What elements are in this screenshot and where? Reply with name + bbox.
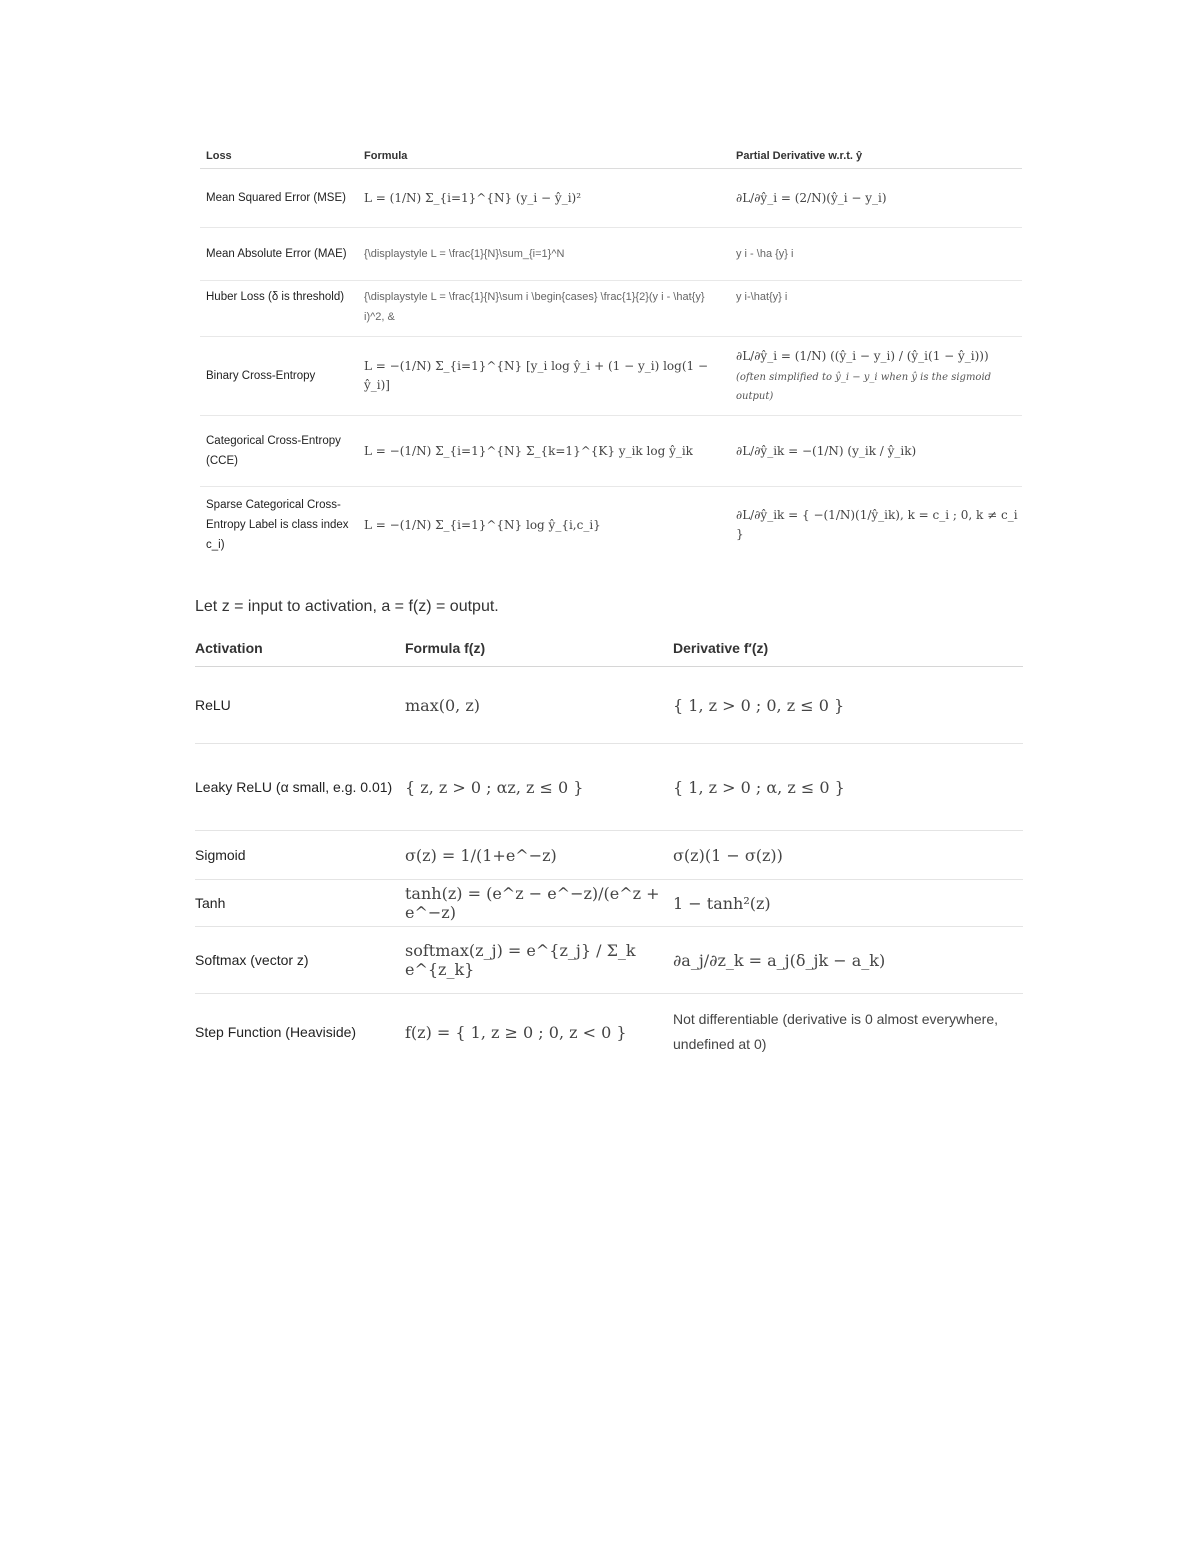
activation-derivative: { 1, z > 0 ; α, z ≤ 0 } [673,777,845,797]
activation-name: ReLU [195,696,231,713]
header-derivative: Partial Derivative w.r.t. ŷ [736,150,863,162]
loss-formula: L = (1/N) Σ_{i=1}^{N} (y_i − ŷ_i)² [364,190,582,205]
activation-derivative: Not differentiable (derivative is 0 almost everywhere, undefined at 0) [673,1011,999,1052]
activation-derivative: 1 − tanh²(z) [673,893,771,913]
loss-derivative: ∂L/∂ŷ_i = (1/N) ((ŷ_i − y_i) / (ŷ_i(1 − ŷ_i))) [736,348,989,363]
table-row [195,831,1023,880]
loss-name: Categorical Cross-Entropy (CCE) [206,435,341,467]
activation-functions-table [195,630,1023,1070]
activation-name: Sigmoid [195,846,246,863]
activation-name: Leaky ReLU (α small, e.g. 0.01) [195,778,393,795]
table-row [195,994,1023,1070]
loss-name: Mean Absolute Error (MAE) [206,248,347,260]
loss-derivative: ∂L/∂ŷ_i = (2/N)(ŷ_i − y_i) [736,190,887,205]
activation-formula: σ(z) = 1/(1+e^−z) [405,845,557,865]
header-derivative: Derivative f′(z) [673,640,769,656]
header-formula: Formula [364,150,408,162]
loss-derivative-raw: y i-\hat{y} i [736,291,788,303]
activation-derivative: ∂a_j/∂z_k = a_j(δ_jk − a_k) [673,950,886,970]
table-row [200,337,1022,416]
loss-name: Binary Cross-Entropy [206,370,316,382]
loss-formula-raw: {\displaystyle L = \frac{1}{N}\sum i \begin{cases} \frac{1}{2}(y i - \hat{y} i)^2, & [364,291,705,323]
activation-formula: max(0, z) [405,695,480,715]
loss-name: Huber Loss (δ is threshold) [206,291,345,303]
loss-derivative: ∂L/∂ŷ_ik = −(1/N) (y_ik / ŷ_ik) [736,443,917,458]
table-row [195,744,1023,831]
loss-derivative-cell [730,347,1022,406]
activation-formula: tanh(z) = (e^z − e^−z)/(e^z + e^−z) [405,884,660,922]
activation-formula: softmax(z_j) = e^{z_j} / Σ_k e^{z_k} [405,941,636,979]
table-row [200,416,1022,487]
table-row [195,927,1023,994]
loss-derivative: ∂L/∂ŷ_ik = { −(1/N)(1/ŷ_ik), k = c_i ; 0, k ≠ c_i } [736,508,1018,541]
table-row [195,667,1023,744]
loss-formula: L = −(1/N) Σ_{i=1}^{N} Σ_{k=1}^{K} y_ik log ŷ_ik [364,443,693,458]
header-formula: Formula f(z) [405,640,486,656]
activation-derivative: σ(z)(1 − σ(z)) [673,845,783,865]
table-row [195,880,1023,927]
loss-derivative-raw: y i - \ha {y} i [736,248,794,260]
header-activation: Activation [195,640,263,656]
table-row [200,169,1022,228]
derivative-note: (often simplified to ŷ_i − y_i when ŷ is the sigmoid output) [736,371,992,402]
activation-derivative: { 1, z > 0 ; 0, z ≤ 0 } [673,695,845,715]
loss-table-header [200,140,1022,169]
header-loss: Loss [206,150,232,162]
loss-name: Sparse Categorical Cross-Entropy Label is class index c_i) [206,499,349,551]
table-row [200,281,1022,337]
activation-formula: { z, z > 0 ; αz, z ≤ 0 } [405,777,584,797]
activation-formula: f(z) = { 1, z ≥ 0 ; 0, z < 0 } [405,1022,627,1042]
loss-name: Mean Squared Error (MSE) [206,192,346,204]
loss-functions-table [200,140,1022,563]
table-row [200,487,1022,563]
activation-name: Softmax (vector z) [195,951,309,968]
table-row [200,228,1022,281]
loss-formula: L = −(1/N) Σ_{i=1}^{N} [y_i log ŷ_i + (1 − y_i) log(1 − ŷ_i)] [364,359,708,392]
loss-formula: L = −(1/N) Σ_{i=1}^{N} log ŷ_{i,c_i} [364,517,601,532]
activation-table-header [195,630,1023,667]
activation-name: Step Function (Heaviside) [195,1023,357,1040]
activation-intro: Let z = input to activation, a = f(z) = output. [195,598,499,615]
activation-name: Tanh [195,894,226,911]
loss-formula-raw: {\displaystyle L = \frac{1}{N}\sum_{i=1}^N [364,248,565,260]
